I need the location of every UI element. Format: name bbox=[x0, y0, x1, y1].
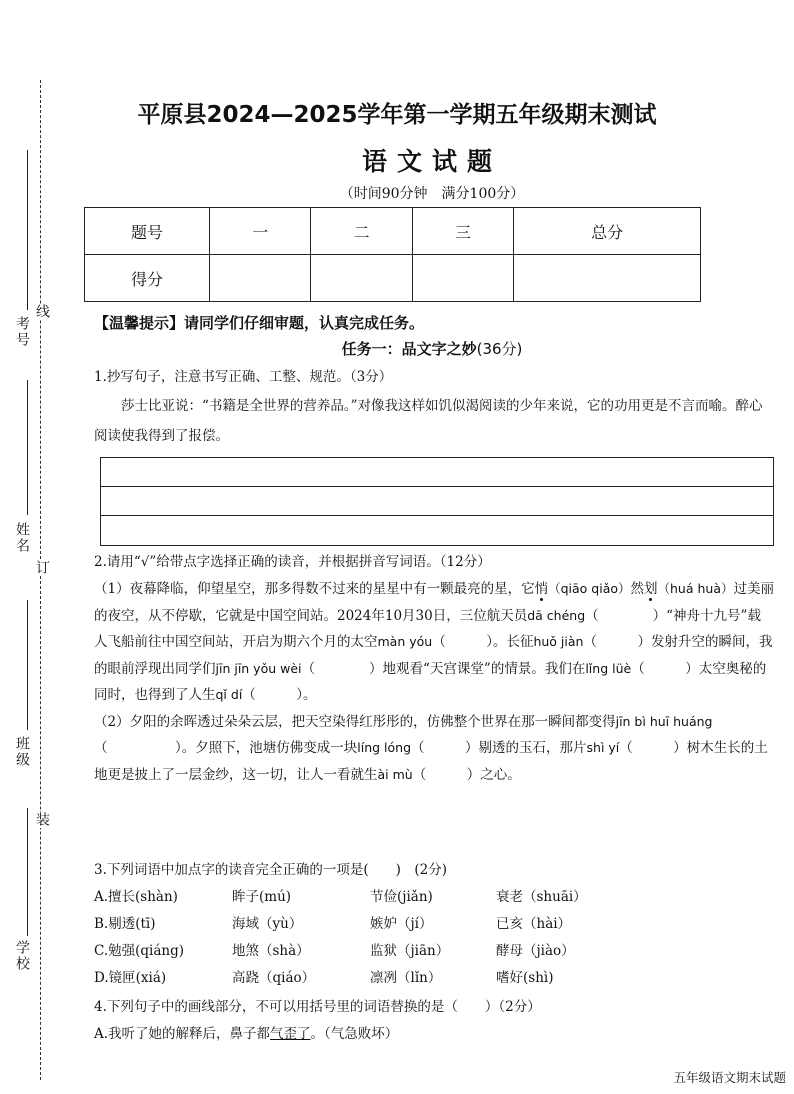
answer-blank[interactable]: （ ）。 bbox=[242, 687, 317, 703]
answer-blank[interactable]: （ ）。长征 bbox=[432, 634, 534, 650]
subject-title: 语文试题 bbox=[361, 147, 502, 176]
score-input-cell[interactable] bbox=[412, 255, 513, 302]
exam-number-label: 考号 bbox=[14, 316, 30, 348]
option-word: C.勉强(qiáng) bbox=[94, 943, 185, 959]
score-row-label: 得分 bbox=[85, 255, 210, 302]
option-word: 嫉妒（jí） bbox=[370, 916, 433, 932]
answer-blank[interactable]: （ ）之心。 bbox=[412, 766, 521, 783]
text-run: 。（气急败坏） bbox=[310, 1026, 399, 1042]
score-table-header-row bbox=[85, 208, 701, 255]
option-word: 嗜好(shì) bbox=[496, 970, 554, 986]
class-label: 班级 bbox=[14, 736, 30, 768]
answer-blank[interactable]: （ ）。夕照下，池塘仿佛变成一块 bbox=[94, 740, 358, 756]
q2-paragraph-1 bbox=[94, 576, 774, 709]
score-cell: 题号 bbox=[85, 208, 210, 255]
underlined-phrase: 气歪了 bbox=[270, 1026, 311, 1042]
school-label: 学校 bbox=[14, 940, 30, 972]
score-table-score-row bbox=[85, 255, 701, 302]
text-run: 过美丽的夜空，从不停歇，它就是中国空间站。2024年10月30日，三位航天员 bbox=[94, 581, 774, 624]
q2-paragraph-2 bbox=[94, 709, 774, 789]
q2-body bbox=[94, 576, 774, 788]
answer-blank[interactable]: （ ）太空奥秘的同时，也得到了人生 bbox=[94, 660, 767, 703]
option-word: 凛冽（lǐn） bbox=[370, 970, 442, 986]
page-footer: 五年级语文期末试题 bbox=[673, 1070, 786, 1085]
option-word: 地煞（shà） bbox=[232, 943, 310, 959]
q1-sentence: 莎士比亚说：“书籍是全世界的营养品。”对像我这样如饥似渴阅读的少年来说，它的功用更是不言而喻。醉心阅读使我得到了报偿。 bbox=[94, 398, 763, 444]
pinyin-choice[interactable]: （qiāo qiǎo） bbox=[548, 581, 631, 596]
pinyin-prompt: lǐng lüè bbox=[585, 660, 632, 676]
writing-line[interactable] bbox=[101, 458, 773, 487]
text-run: A.我听了她的解释后，鼻子都 bbox=[94, 1026, 271, 1042]
pinyin-prompt: huǒ jiàn bbox=[533, 634, 584, 649]
score-cell: 一 bbox=[210, 208, 311, 255]
score-cell: 二 bbox=[311, 208, 412, 255]
dotted-char: 悄 bbox=[534, 581, 549, 597]
exam-title: 平原县2024—2025学年第一学期五年级期末测试 bbox=[137, 102, 657, 128]
task1-title: 任务一：品文字之妙 bbox=[341, 340, 477, 358]
text-run: （2）夕阳的余晖透过朵朵云层，把天空染得红彤彤的，仿佛整个世界在那一瞬间都变得 bbox=[94, 713, 616, 730]
q3-option-row[interactable] bbox=[94, 911, 616, 938]
option-word: 已亥（hài） bbox=[496, 916, 572, 932]
q4-option-a[interactable] bbox=[94, 1021, 774, 1048]
pinyin-choice[interactable]: （huá huà） bbox=[657, 581, 734, 596]
pinyin-prompt: shì yí bbox=[586, 740, 620, 755]
pinyin-prompt: jīn jīn yǒu wèi bbox=[215, 660, 302, 676]
score-input-cell[interactable] bbox=[210, 255, 311, 302]
option-word: B.剔透(tī) bbox=[94, 916, 156, 932]
q3-option-row[interactable] bbox=[94, 884, 616, 911]
q3-option-row[interactable] bbox=[94, 965, 616, 992]
score-table bbox=[84, 207, 701, 302]
answer-blank[interactable]: （ ）“神舟十九号”载人飞船前往中国空间站，开启为期六个月的太空 bbox=[94, 607, 761, 650]
answer-blank[interactable]: （ ）发射升空的瞬间，我的眼前浮现出同学们 bbox=[94, 634, 773, 677]
pinyin-prompt: ài mù bbox=[377, 766, 413, 782]
answer-blank[interactable]: （ ）剔透的玉石，那片 bbox=[411, 740, 587, 756]
warm-tip: 【温馨提示】请同学们仔细审题，认真完成任务。 bbox=[94, 314, 425, 332]
q1-writing-area[interactable] bbox=[100, 457, 774, 546]
pinyin-prompt: qǐ dí bbox=[215, 687, 243, 702]
q3-options bbox=[94, 884, 616, 992]
school-blank bbox=[27, 808, 28, 936]
q1-prompt: 1.抄写句子，注意书写正确、工整、规范。（3分） bbox=[94, 369, 393, 385]
option-word: 海域（yù） bbox=[232, 916, 303, 932]
binding-ding-char: 订 bbox=[34, 560, 50, 576]
pinyin-prompt: màn yóu bbox=[377, 634, 433, 649]
binding-line-char: 线 bbox=[34, 304, 50, 320]
score-input-cell[interactable] bbox=[311, 255, 412, 302]
option-word: 衰老（shuāi） bbox=[496, 889, 587, 905]
q3-prompt: 3.下列词语中加点字的读音完全正确的一项是( ) (2分) bbox=[94, 862, 448, 878]
pinyin-prompt: dā chéng bbox=[527, 607, 586, 623]
class-blank bbox=[27, 600, 28, 730]
score-input-cell[interactable] bbox=[514, 255, 701, 302]
option-word: 节俭(jiǎn) bbox=[370, 889, 433, 905]
q3-option-row[interactable] bbox=[94, 938, 616, 965]
pinyin-prompt: jīn bì huī huáng bbox=[615, 713, 713, 729]
exam-meta: （时间90分钟 满分100分） bbox=[339, 186, 525, 202]
text-run: 然 bbox=[630, 581, 644, 597]
option-word: D.镜匣(xiá) bbox=[94, 970, 167, 986]
text-run: （1）夜幕降临，仰望星空，那多得数不过来的星星中有一颗最亮的星，它 bbox=[94, 581, 535, 597]
writing-line[interactable] bbox=[101, 516, 773, 545]
name-blank bbox=[27, 380, 28, 515]
option-word: 酵母（jiào） bbox=[496, 943, 575, 959]
binding-dashed-line bbox=[40, 80, 41, 1080]
binding-zhuang-char: 装 bbox=[34, 812, 50, 828]
option-word: 监狱（jiān） bbox=[370, 943, 450, 959]
task1-score: (36分) bbox=[476, 340, 523, 358]
option-word: A.擅长(shàn) bbox=[94, 889, 178, 905]
option-word: 高跷（qiáo） bbox=[232, 970, 316, 986]
answer-blank[interactable]: （ ）地观看“天宫课堂”的情景。我们在 bbox=[301, 660, 586, 677]
task1-heading bbox=[0, 338, 794, 359]
score-cell: 总分 bbox=[514, 208, 701, 255]
dotted-char: 划 bbox=[644, 581, 658, 597]
name-label: 姓名 bbox=[14, 522, 30, 554]
q2-prompt: 2.请用“√”给带点字选择正确的读音，并根据拼音写词语。（12分） bbox=[94, 554, 491, 570]
score-cell: 三 bbox=[412, 208, 513, 255]
answer-blank[interactable]: （ ）树木生长的土地更是披上了一层金纱，这一切，让人一看就生 bbox=[94, 740, 768, 783]
option-word: 眸子(mú) bbox=[232, 889, 292, 905]
pinyin-prompt: líng lóng bbox=[357, 740, 412, 755]
writing-line[interactable] bbox=[101, 487, 773, 516]
q4-prompt: 4.下列句子中的画线部分，不可以用括号里的词语替换的是（ ）（2分） bbox=[94, 999, 541, 1015]
